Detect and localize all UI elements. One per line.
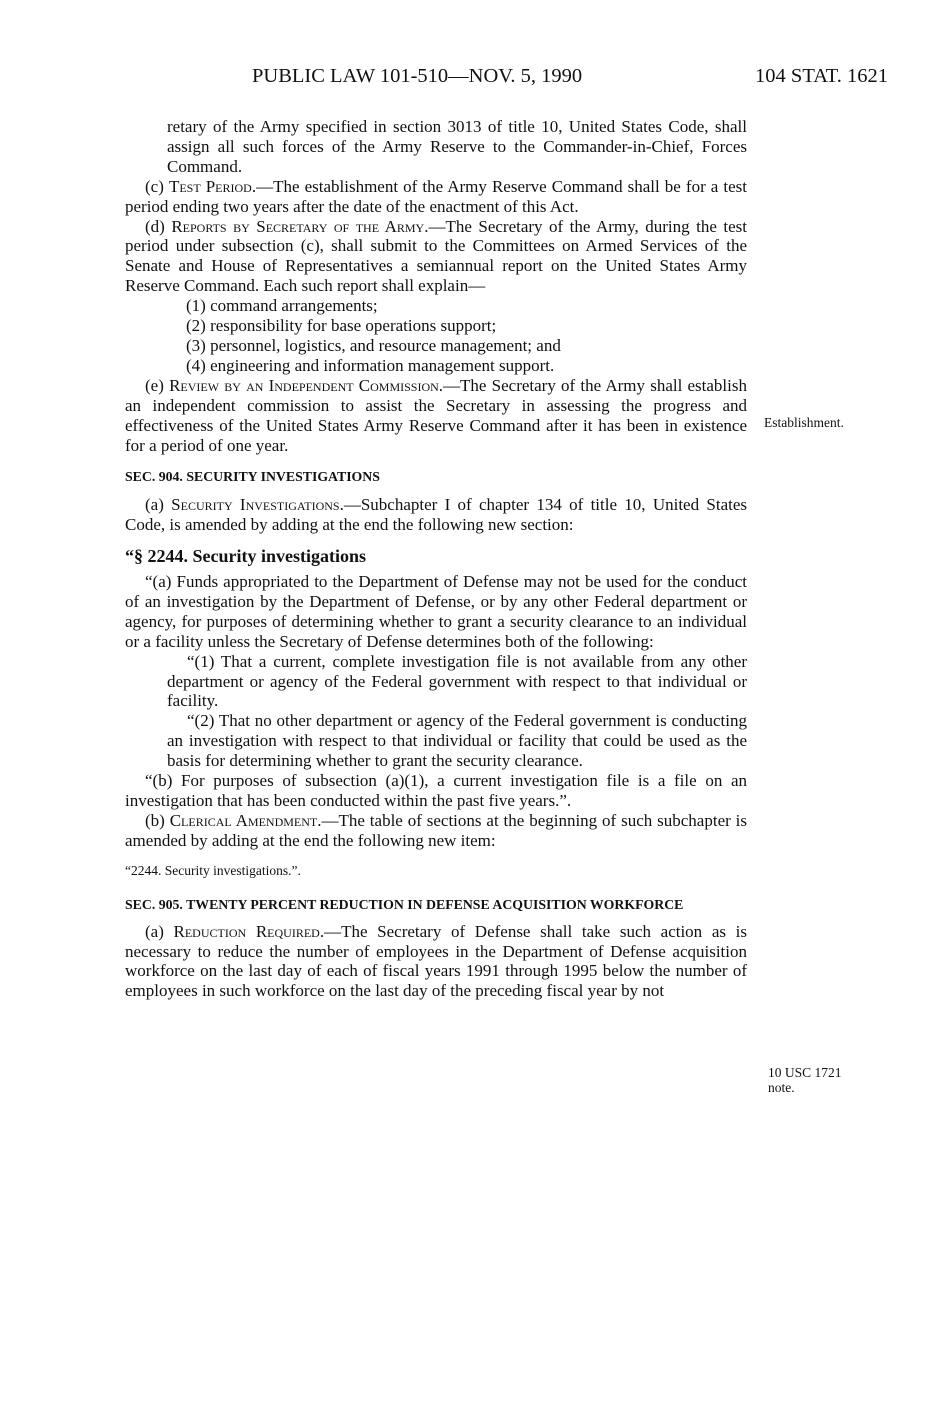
paragraph-d [125, 217, 747, 297]
paragraph-905-a-body: —The Secretary of Defense shall take such action as is necessary to reduce the number of employees in the Department of Defense acquisition workforce on the last day of each of fiscal years 1991 through 1995 below the number of employees in such workforce on the last day of the preceding fiscal year by not [125, 921, 747, 1001]
quoted-item-1: “(1) That a current, complete investigation file is not available from any other department or agency of the Federal government with respect to that individual or facility. [167, 651, 747, 711]
quoted-paragraph-b: “(b) For purposes of subsection (a)(1), a current investigation file is a file on an investigation that has been conducted within the past five years.”. [125, 771, 747, 810]
margin-note-establishment: Establishment. [764, 415, 844, 430]
section-2244-heading: “§ 2244. Security investigations [125, 546, 366, 567]
quoted-item-2: “(2) That no other department or agency of the Federal government is conducting an investigation with respect to that individual or facility that could be used as the basis for determining whether to grant the security clearance. [167, 711, 747, 771]
paragraph-904-b-heading: Clerical Amendment. [169, 810, 322, 830]
paragraph-e-body: —The Secretary of the Army shall establish an independent commission to assist the Secretary in assessing the progress and effectiveness of the United States Army Reserve Command after it has been in existence for a period of one year. [125, 375, 747, 455]
paragraph-e-heading: Review by an Independent Commission. [169, 375, 444, 395]
list-item-d3: (3) personnel, logistics, and resource management; and [186, 335, 561, 355]
paragraph-d-body: —The Secretary of the Army, during the test period under subsection (c), shall submit to the Committees on Armed Services of the Senate and House of Representatives a semiannual report on the United States Army Reserve Command. Each such report shall explain— [125, 216, 747, 296]
paragraph-905-a-heading: Reduction Required. [173, 921, 325, 941]
section-904-heading: SEC. 904. SECURITY INVESTIGATIONS [125, 469, 380, 485]
document-body [125, 117, 747, 1001]
paragraph-904-a-label: (a) [145, 495, 172, 515]
paragraph-e-label: (e) [145, 375, 170, 395]
table-of-sections-item: “2244. Security investigations.”. [125, 862, 301, 878]
paragraph-904-a-body: —Subchapter I of chapter 134 of title 10, United States Code, is amended by adding at the end the following new section: [125, 495, 748, 535]
margin-note-usc [768, 1065, 842, 1095]
paragraph-904-a [125, 495, 747, 535]
paragraph-904-b-body: —The table of sections at the beginning of such subchapter is amended by adding at the end the following new item: [125, 810, 747, 850]
paragraph-904-a-heading: Security Investigations. [171, 495, 344, 515]
paragraph-c [125, 177, 747, 217]
quoted-paragraph-a: “(a) Funds appropriated to the Department of Defense may not be used for the conduct of an investigation by the Department of Defense, or by any other Federal department or agency, for purposes of determining whether to grant a security clearance to an individual or a facility unless the Secretary of Defense determines both of the following: [125, 572, 747, 651]
paragraph-904-b-label: (b) [145, 810, 170, 830]
paragraph-905-a-label: (a) [145, 921, 174, 941]
section-905-heading: SEC. 905. TWENTY PERCENT REDUCTION IN DEFENSE ACQUISITION WORKFORCE [125, 896, 684, 912]
margin-note-usc-line1: 10 USC 1721 [768, 1065, 842, 1080]
paragraph-continuation: retary of the Army specified in section 3013 of title 10, United States Code, shall assign all such forces of the Army Reserve to the Commander-in-Chief, Forces Command. [167, 117, 747, 176]
margin-note-usc-line2: note. [768, 1080, 795, 1095]
list-item-d4: (4) engineering and information management support. [186, 355, 555, 375]
list-item-d1: (1) command arrangements; [186, 296, 378, 316]
header-stat-page: 104 STAT. 1621 [755, 65, 888, 87]
paragraph-d-label: (d) [145, 216, 172, 236]
header-title: PUBLIC LAW 101-510—NOV. 5, 1990 [252, 65, 583, 87]
paragraph-905-a [125, 922, 747, 1002]
paragraph-d-heading: Reports by Secretary of the Army. [171, 216, 429, 236]
paragraph-c-heading: Test Period. [168, 176, 257, 196]
paragraph-c-label: (c) [145, 176, 169, 196]
list-item-d2: (2) responsibility for base operations support; [186, 316, 497, 336]
paragraph-c-body: —The establishment of the Army Reserve Command shall be for a test period ending two years after the date of the enactment of this Act. [125, 176, 748, 216]
paragraph-e [125, 376, 747, 456]
paragraph-904-b [125, 811, 747, 851]
